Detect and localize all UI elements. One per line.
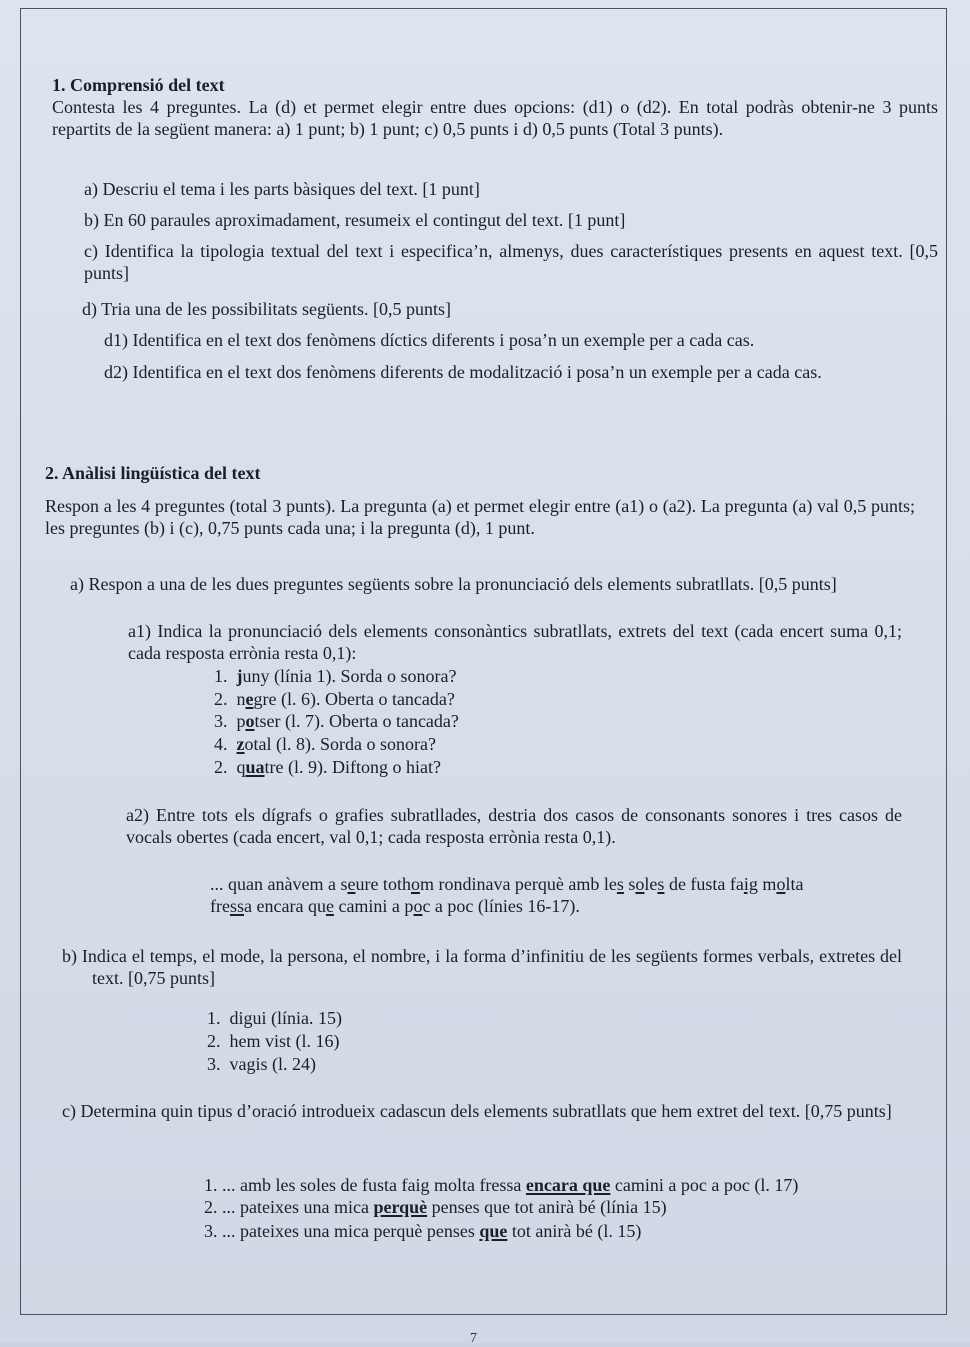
item-text: otal (l. 8). Sorda o sonora? <box>244 734 436 754</box>
question-2a2: a2) Entre tots els dígrafs o grafies subratllades, destria dos casos de consonants sonores i tres casos de vocals obertes (cada encert, val 0,1; cada resposta errònia resta 0,1). <box>126 805 902 847</box>
underlined-grapheme: e <box>347 874 356 894</box>
verb-form: hem vist (l. 16) <box>229 1031 340 1051</box>
item-text: tot anirà bé (l. 15) <box>507 1221 642 1241</box>
quote-text: fre <box>210 896 230 916</box>
quote-text: de fusta fa <box>664 874 744 894</box>
item-text: 2. ... pateixes una mica <box>204 1197 374 1217</box>
underlined-grapheme: o <box>410 874 420 894</box>
item-text: n <box>236 689 246 709</box>
quote-text: ... quan anàvem a s <box>210 874 348 894</box>
underlined-element: encara que <box>525 1175 611 1195</box>
item-text: tser (l. 7). Oberta o tancada? <box>254 711 459 731</box>
quote-text: lta <box>785 874 804 894</box>
question-2c: c) Determina quin tipus d’oració introdueix cadascun dels elements subratllats que hem extret del text. [0,75 punts] <box>62 1101 892 1121</box>
item-text: p <box>236 711 246 731</box>
item-text: gre (l. 6). Oberta o tancada? <box>253 689 455 709</box>
underlined-element: que <box>479 1221 508 1241</box>
quote-text: m rondinava perquè amb le <box>419 874 617 894</box>
item-text: 3. ... pateixes una mica perquè penses <box>204 1221 480 1241</box>
item-number: 3. <box>207 1054 221 1074</box>
quote-text: m <box>757 874 777 894</box>
item-text: tre (l. 9). Diftong o hiat? <box>264 757 441 777</box>
quote-text: camini a p <box>333 896 414 916</box>
item-number: 3. <box>214 711 228 731</box>
item-text: camini a poc a poc (l. 17) <box>610 1175 799 1195</box>
a1-item <box>214 756 441 778</box>
a1-item <box>214 710 459 732</box>
c-item <box>204 1174 798 1196</box>
question-1c: c) Identifica la tipologia textual del text i especifica’n, almenys, dues característiques presents en aquest text. [0,5 punts] <box>84 241 938 283</box>
underlined-grapheme: s <box>616 874 624 894</box>
underlined-grapheme: o <box>635 874 645 894</box>
underlined-grapheme: s <box>657 874 665 894</box>
c-item <box>204 1196 667 1218</box>
underlined-element: j <box>236 666 243 686</box>
item-number: 2. <box>214 689 228 709</box>
underlined-grapheme: e <box>325 896 334 916</box>
section-2-title: 2. Anàlisi lingüística del text <box>45 463 261 483</box>
item-text: penses que tot anirà bé (línia 15) <box>427 1197 667 1217</box>
underlined-element: ua <box>245 757 265 777</box>
item-text: 1. ... amb les soles de fusta faig molta fressa <box>204 1175 526 1195</box>
underlined-element: e <box>245 689 254 709</box>
quote-text: c a poc (línies 16-17). <box>422 896 580 916</box>
question-1b: b) En 60 paraules aproximadament, resumeix el contingut del text. [1 punt] <box>84 210 626 230</box>
a1-item <box>214 733 436 755</box>
question-2a1: a1) Indica la pronunciació dels elements consonàntics subratllats, extrets del text (cada encert suma 0,1; cada resposta errònia resta 0,1): <box>128 621 902 663</box>
item-number: 1. <box>214 666 228 686</box>
underlined-element: perquè <box>373 1197 428 1217</box>
item-text: q <box>236 757 246 777</box>
a2-quote-line-1 <box>210 873 803 895</box>
question-1a: a) Descriu el tema i les parts bàsiques del text. [1 punt] <box>84 179 480 199</box>
page-number: 7 <box>470 1331 477 1346</box>
b-item <box>207 1007 342 1029</box>
quote-text: ure toth <box>355 874 411 894</box>
a1-item <box>214 665 456 687</box>
b-item <box>207 1030 340 1052</box>
item-number: 2. <box>207 1031 221 1051</box>
question-2a: a) Respon a una de les dues preguntes següents sobre la pronunciació dels elements subratllats. [0,5 punts] <box>70 574 837 594</box>
underlined-element: o <box>245 711 255 731</box>
underlined-element: z <box>236 734 245 754</box>
verb-form: vagis (l. 24) <box>229 1054 316 1074</box>
quote-text: s <box>623 874 636 894</box>
underlined-grapheme: ig <box>743 874 758 894</box>
item-number: 2. <box>214 757 228 777</box>
section-1-title: 1. Comprensió del text <box>52 75 225 95</box>
verb-form: digui (línia. 15) <box>229 1008 342 1028</box>
underlined-grapheme: ss <box>229 896 244 916</box>
item-number: 4. <box>214 734 228 754</box>
section-2-instructions: Respon a les 4 preguntes (total 3 punts). La pregunta (a) et permet elegir entre (a1) o (a2). La pregunta (a) val 0,5 punts; les preguntes (b) i (c), 0,75 punts cada una; i la pregunta (d), 1 punt. <box>45 496 915 538</box>
item-number: 1. <box>207 1008 221 1028</box>
item-text: uny (línia 1). Sorda o sonora? <box>242 666 457 686</box>
quote-text: a encara qu <box>244 896 326 916</box>
underlined-grapheme: o <box>776 874 786 894</box>
question-1d1: d1) Identifica en el text dos fenòmens díctics diferents i posa’n un exemple per a cada cas. <box>104 330 755 350</box>
section-1-instructions: Contesta les 4 preguntes. La (d) et permet elegir entre dues opcions: (d1) o (d2). En total podràs obtenir-ne 3 punts repartits de la següent manera: a) 1 punt; b) 1 punt; c) 0,5 punts i d) 0,5 punts (Total 3 punts). <box>52 97 938 139</box>
a2-quote-line-2 <box>210 895 580 917</box>
underlined-grapheme: o <box>413 896 423 916</box>
quote-text: le <box>644 874 658 894</box>
question-1d2: d2) Identifica en el text dos fenòmens diferents de modalització i posa’n un exemple per a cada cas. <box>104 362 822 382</box>
question-1d: d) Tria una de les possibilitats següents. [0,5 punts] <box>82 299 451 319</box>
question-2b: b) Indica el temps, el mode, la persona, el nombre, i la forma d’infinitiu de les següents formes verbals, extretes del text. [0,75 punts] <box>62 946 902 988</box>
b-item <box>207 1053 316 1075</box>
a1-item <box>214 688 455 710</box>
c-item <box>204 1220 641 1242</box>
